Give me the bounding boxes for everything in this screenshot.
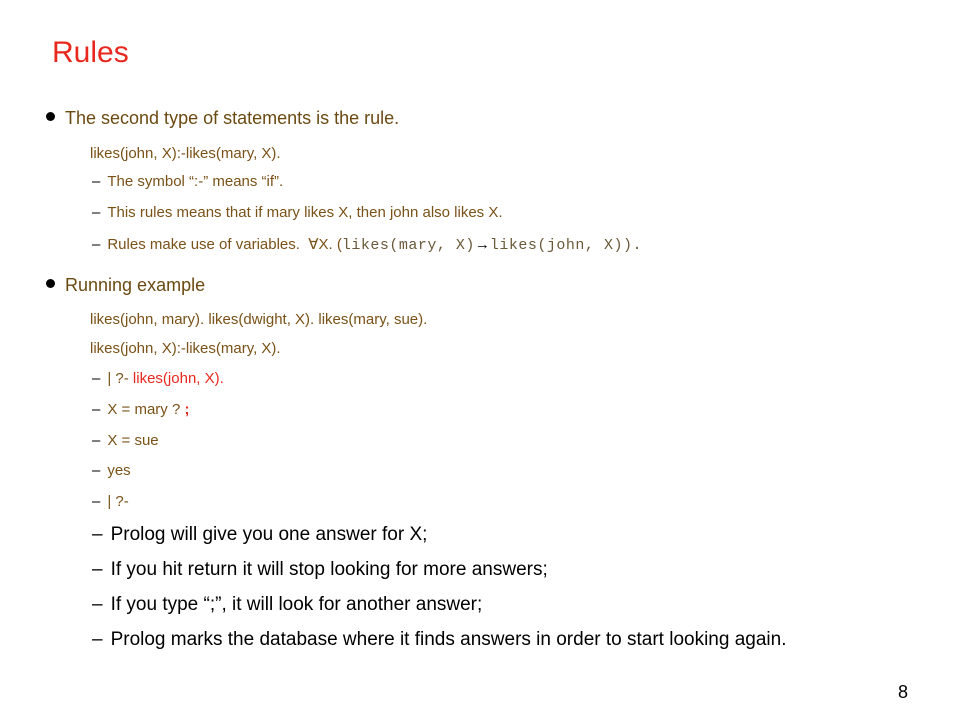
- bullet-dot-icon: [46, 279, 55, 288]
- sub-item-text: The symbol “:-” means “if”.: [107, 173, 284, 190]
- prompt-text: | ?-: [107, 493, 129, 510]
- note-text: Prolog will give you one answer for X;: [110, 524, 428, 545]
- dash-icon: –: [92, 524, 103, 545]
- formula-likes-john: likes(john, X)).: [489, 237, 642, 254]
- note-text: If you type “;”, it will look for another answer;: [110, 594, 483, 615]
- dash-icon: –: [92, 462, 101, 479]
- formula-likes-mary: likes(mary, X): [341, 237, 475, 254]
- rule-code-line: likes(john, X):-likes(mary, X).: [90, 145, 281, 162]
- example-facts-line: likes(john, mary). likes(dwight, X). likes(mary, sue).: [90, 311, 428, 328]
- note-database-marks: [92, 629, 787, 651]
- bullet-text: Running example: [65, 275, 206, 295]
- answer-sue-line: [92, 432, 159, 449]
- dash-icon: –: [92, 559, 103, 580]
- answer-sue-text: X = sue: [107, 432, 159, 449]
- dash-icon: –: [92, 236, 101, 253]
- sub-item-text: This rules means that if mary likes X, then john also likes X.: [107, 204, 503, 221]
- note-text: Prolog marks the database where it finds answers in order to start looking again.: [110, 629, 787, 650]
- sub-item-meaning: [92, 204, 503, 221]
- answer-yes-text: yes: [107, 462, 131, 479]
- answer-yes-line: [92, 462, 131, 479]
- dash-icon: –: [92, 594, 103, 615]
- note-hit-return: [92, 559, 548, 581]
- bullet-dot-icon: [46, 112, 55, 121]
- dash-icon: –: [92, 629, 103, 650]
- example-rule-line: likes(john, X):-likes(mary, X).: [90, 340, 281, 357]
- answer-mary-text: X = mary ?: [107, 401, 181, 418]
- sub-item-symbol: [92, 173, 283, 190]
- dash-icon: –: [92, 204, 101, 221]
- forall-expression: ∀X. (: [308, 236, 342, 253]
- implies-arrow-icon: →: [474, 236, 490, 253]
- dash-icon: –: [92, 432, 101, 449]
- slide-title: Rules: [52, 36, 129, 69]
- sub-item-variables: [92, 235, 642, 254]
- note-type-semicolon: [92, 594, 482, 616]
- dash-icon: –: [92, 401, 101, 418]
- dash-icon: –: [92, 173, 101, 190]
- answer-mary-line: [92, 401, 189, 418]
- query-text: likes(john, X).: [132, 370, 224, 387]
- dash-icon: –: [92, 493, 101, 510]
- note-one-answer: [92, 524, 427, 546]
- query-line: [92, 370, 224, 387]
- dash-icon: –: [92, 370, 101, 387]
- bullet-rule-intro: [46, 108, 399, 129]
- query-prompt: | ?-: [107, 370, 129, 387]
- sub-item-text: Rules make use of variables.: [107, 236, 300, 253]
- note-text: If you hit return it will stop looking for more answers;: [110, 559, 548, 580]
- bullet-text: The second type of statements is the rule.: [65, 108, 400, 128]
- page-number: 8: [898, 682, 909, 702]
- prompt-line: [92, 493, 129, 510]
- bullet-running-example: [46, 275, 205, 296]
- semicolon-input: ;: [184, 401, 190, 418]
